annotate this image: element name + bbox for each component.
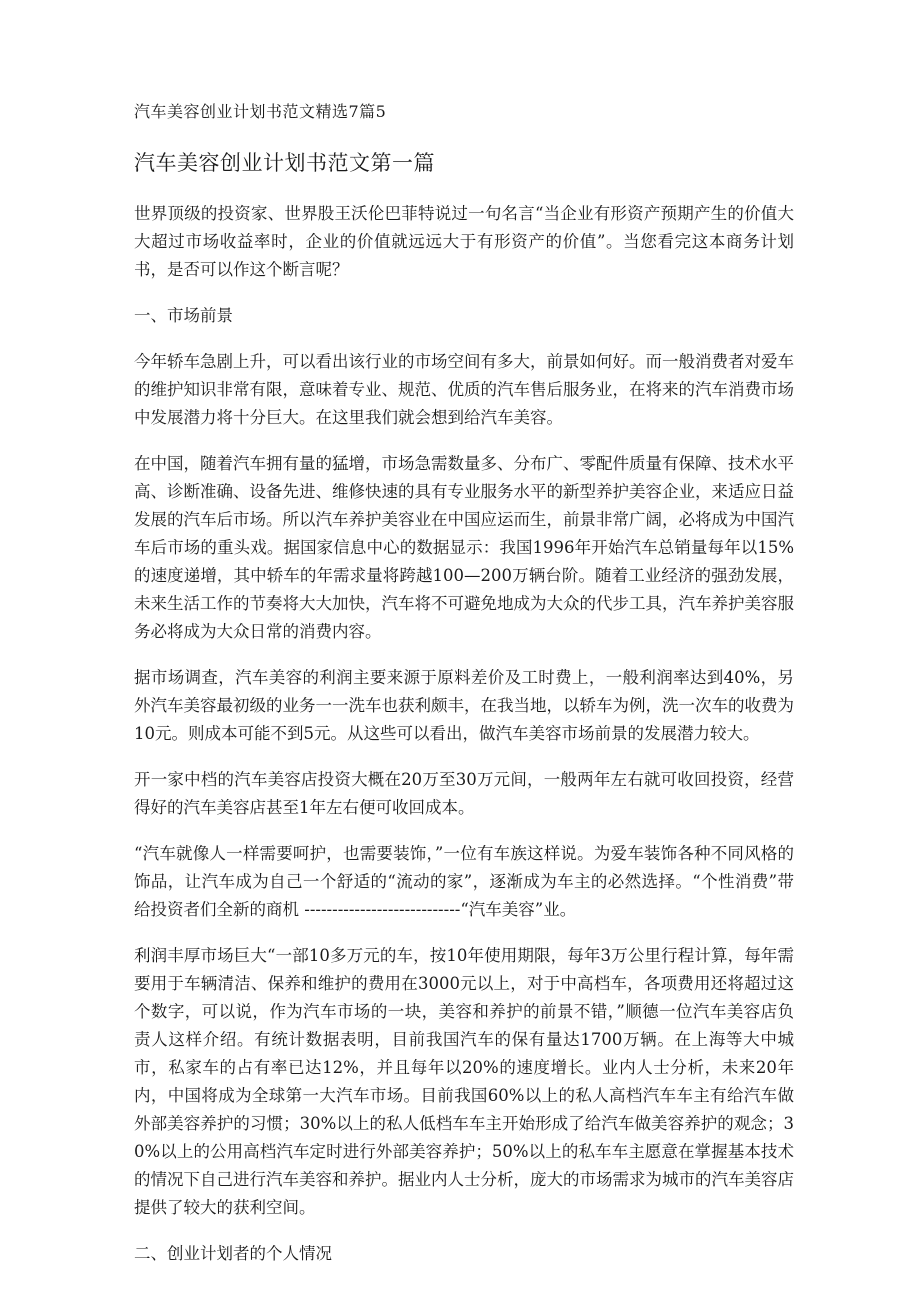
document-page [134,100,794,1286]
paragraph-6: 利润丰厚市场巨大“一部10多万元的车，按10年使用期限，每年3万公里行程计算，每年需要用于车辆清洁、保养和维护的费用在3000元以上，对于中高档车，各项费用还将超过这个数字，可以说，作为汽车市场的一块，美容和养护的前景不错，”顺德一位汽车美容店负责人这样介绍。有统计数据表明，目前我国汽车的保有量达1700万辆。在上海等大中城市，私家车的占有率已达12%，并且每年以20%的速度增长。业内人士分析，未来20年内，中国将成为全球第一大汽车市场。目前我国60%以上的私人高档汽车车主有给汽车做外部美容养护的习惯；30%以上的私人低档车车主开始形成了给汽车做美容养护的观念；30%以上的公用高档汽车定时进行外部美容养护；50%以上的私车车主愿意在掌握基本技术的情况下自己进行汽车美容和养护。据业内人士分析，庞大的市场需求为城市的汽车美容店提供了较大的获利空间。 [134,946,794,1217]
heading-founder-info: 二、创业计划者的个人情况 [134,1244,332,1263]
paragraph-3: 据市场调查，汽车美容的利润主要来源于原料差价及工时费上，一般利润率达到40%，另外汽车美容最初级的业务一一洗车也获利颇丰，在我当地，以轿车为例，洗一次车的收费为10元。则成本可能不到5元。从这些可以看出，做汽车美容市场前景的发展潜力较大。 [134,668,794,743]
paragraph-1: 今年轿车急剧上升，可以看出该行业的市场空间有多大，前景如何好。而一般消费者对爱车的维护知识非常有限，意味着专业、规范、优质的汽车售后服务业，在将来的汽车消费市场中发展潜力将十分巨大。在这里我们就会想到给汽车美容。 [134,352,794,427]
paragraph-5: “汽车就像人一样需要呵护，也需要装饰，”一位有车族这样说。为爱车装饰各种不同风格的饰品，让汽车成为自己一个舒适的“流动的家”，逐渐成为车主的必然选择。“个性消费”带给投资者们全新的商机 ----------------------------“汽车美容”业。 [134,844,794,919]
heading-market-outlook: 一、市场前景 [134,306,233,325]
paragraph-4: 开一家中档的汽车美容店投资大概在20万至30万元间，一般两年左右就可收回投资，经营得好的汽车美容店甚至1年左右便可收回成本。 [134,770,794,817]
paragraph-2: 在中国，随着汽车拥有量的猛增，市场急需数量多、分布广、零配件质量有保障、技术水平高、诊断准确、设备先进、维修快速的具有专业服务水平的新型养护美容企业，来适应日益发展的汽车后市场。所以汽车养护美容业在中国应运而生，前景非常广阔，必将成为中国汽车后市场的重头戏。据国家信息中心的数据显示：我国1996年开始汽车总销量每年以15%的速度递增，其中轿车的年需求量将跨越100—200万辆台阶。随着工业经济的强劲发展，未来生活工作的节奏将大大加快，汽车将不可避免地成为大众的代步工具，汽车养护美容服务必将成为大众日常的消费内容。 [134,454,794,641]
intro-paragraph: 世界顶级的投资家、世界股王沃伦巴菲特说过一句名言“当企业有形资产预期产生的价值大大超过市场收益率时，企业的价值就远远大于有形资产的价值”。当您看完这本商务计划书，是否可以作这个断言呢？ [134,204,794,279]
section-title: 汽车美容创业计划书范文第一篇 [134,151,435,175]
document-title: 汽车美容创业计划书范文精选7篇5 [134,102,387,121]
